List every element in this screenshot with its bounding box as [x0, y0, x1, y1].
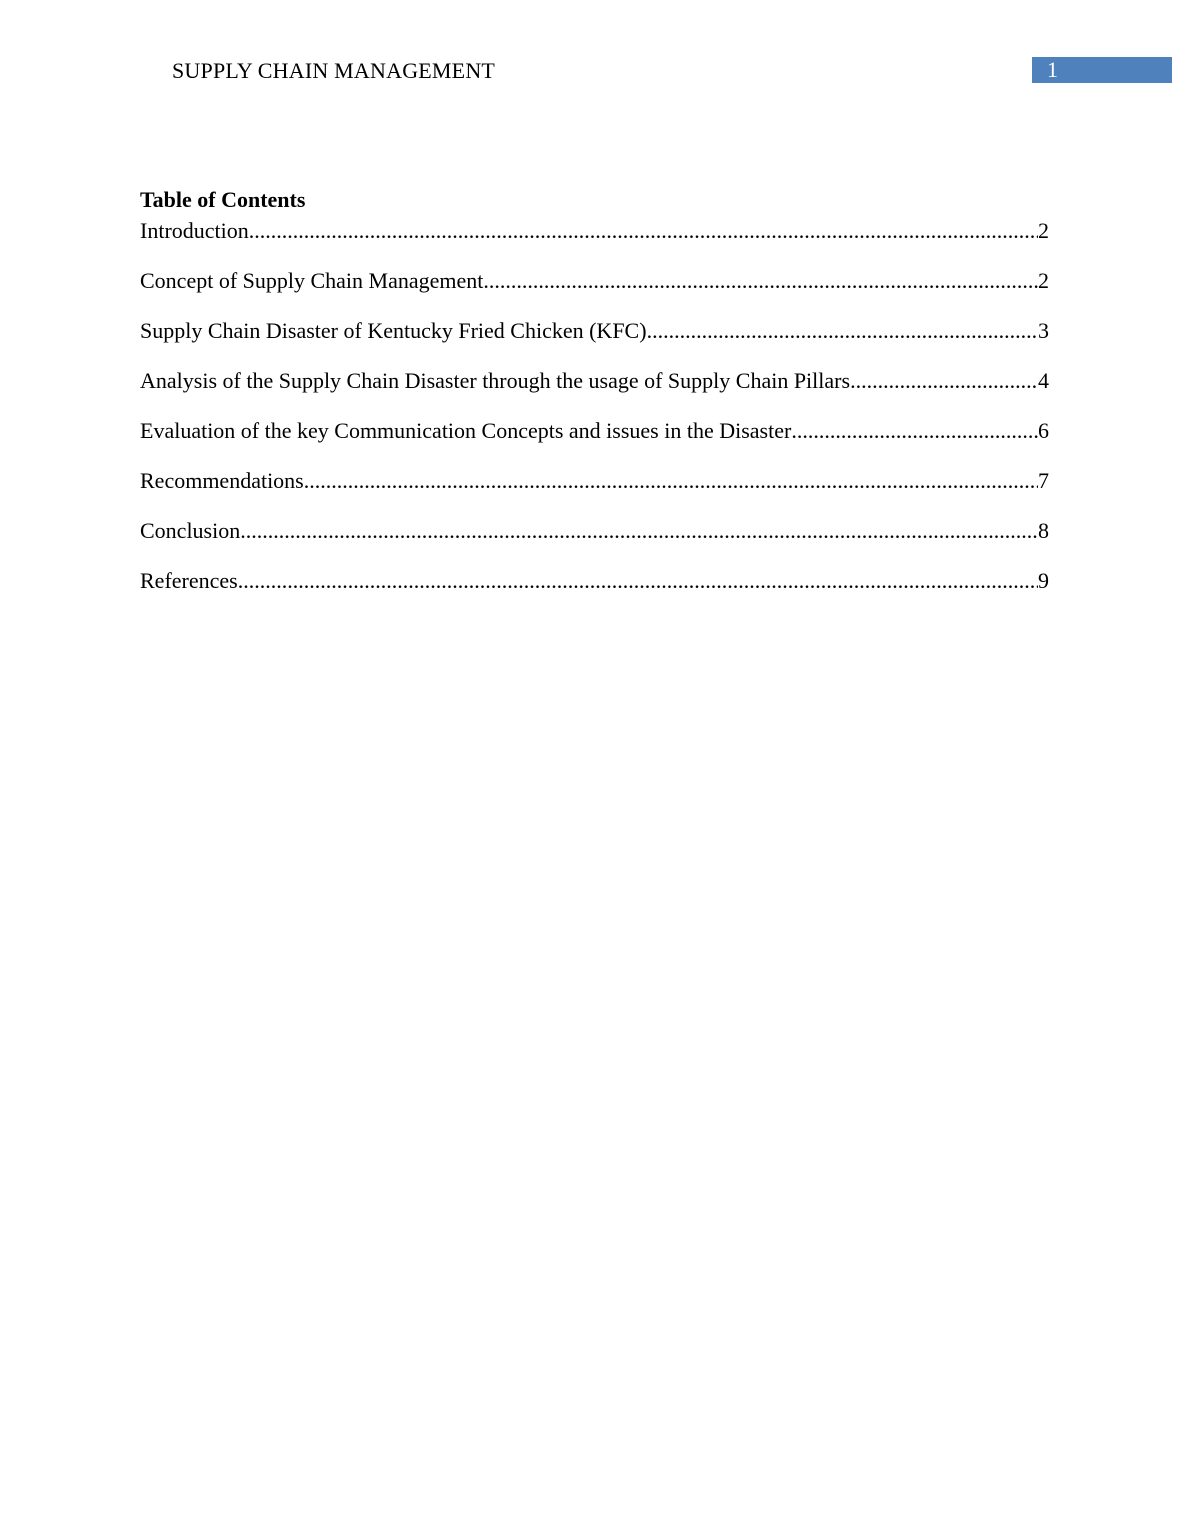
- toc-entry-concept[interactable]: [140, 267, 1049, 295]
- page-number-badge: [1032, 57, 1172, 83]
- toc-entry-label: Introduction: [140, 218, 249, 243]
- toc-entry-label: Analysis of the Supply Chain Disaster through the usage of Supply Chain Pillars: [140, 368, 851, 393]
- toc-entry-label: Supply Chain Disaster of Kentucky Fried Chicken (KFC): [140, 318, 647, 343]
- toc-entry-conclusion[interactable]: [140, 517, 1049, 545]
- toc-dot-leader: [791, 417, 1038, 445]
- toc-entry-label: Recommendations: [140, 468, 304, 493]
- toc-entry-kfc-disaster[interactable]: [140, 317, 1049, 345]
- toc-dot-leader: [240, 517, 1038, 545]
- toc-dot-leader: [647, 317, 1038, 345]
- toc-entry-page: 3: [1038, 318, 1049, 343]
- toc-entry-evaluation[interactable]: [140, 417, 1049, 445]
- toc-entry-analysis[interactable]: [140, 367, 1049, 395]
- toc-entry-page: 4: [1038, 368, 1049, 393]
- toc-entry-label: Concept of Supply Chain Management: [140, 268, 484, 293]
- toc-entry-page: 9: [1038, 568, 1049, 593]
- toc-entry-recommendations[interactable]: [140, 467, 1049, 495]
- table-of-contents: [140, 186, 1049, 595]
- toc-entry-introduction[interactable]: [140, 217, 1049, 245]
- toc-entry-references[interactable]: [140, 567, 1049, 595]
- toc-entry-page: 2: [1038, 218, 1049, 243]
- toc-list: [140, 217, 1049, 595]
- toc-entry-label: Conclusion: [140, 518, 241, 543]
- toc-entry-label: References: [140, 568, 238, 593]
- toc-dot-leader: [304, 467, 1038, 495]
- toc-entry-page: 6: [1038, 418, 1049, 443]
- toc-entry-page: 8: [1038, 518, 1049, 543]
- toc-entry-page: 2: [1038, 268, 1049, 293]
- toc-heading: Table of Contents: [140, 187, 306, 212]
- toc-entry-page: 7: [1038, 468, 1049, 493]
- page-number: 1: [1047, 57, 1058, 82]
- toc-dot-leader: [850, 367, 1038, 395]
- toc-dot-leader: [238, 567, 1038, 595]
- running-header-title: SUPPLY CHAIN MANAGEMENT: [172, 58, 496, 83]
- toc-dot-leader: [483, 267, 1038, 295]
- toc-dot-leader: [249, 217, 1038, 245]
- toc-entry-label: Evaluation of the key Communication Concepts and issues in the Disaster: [140, 418, 792, 443]
